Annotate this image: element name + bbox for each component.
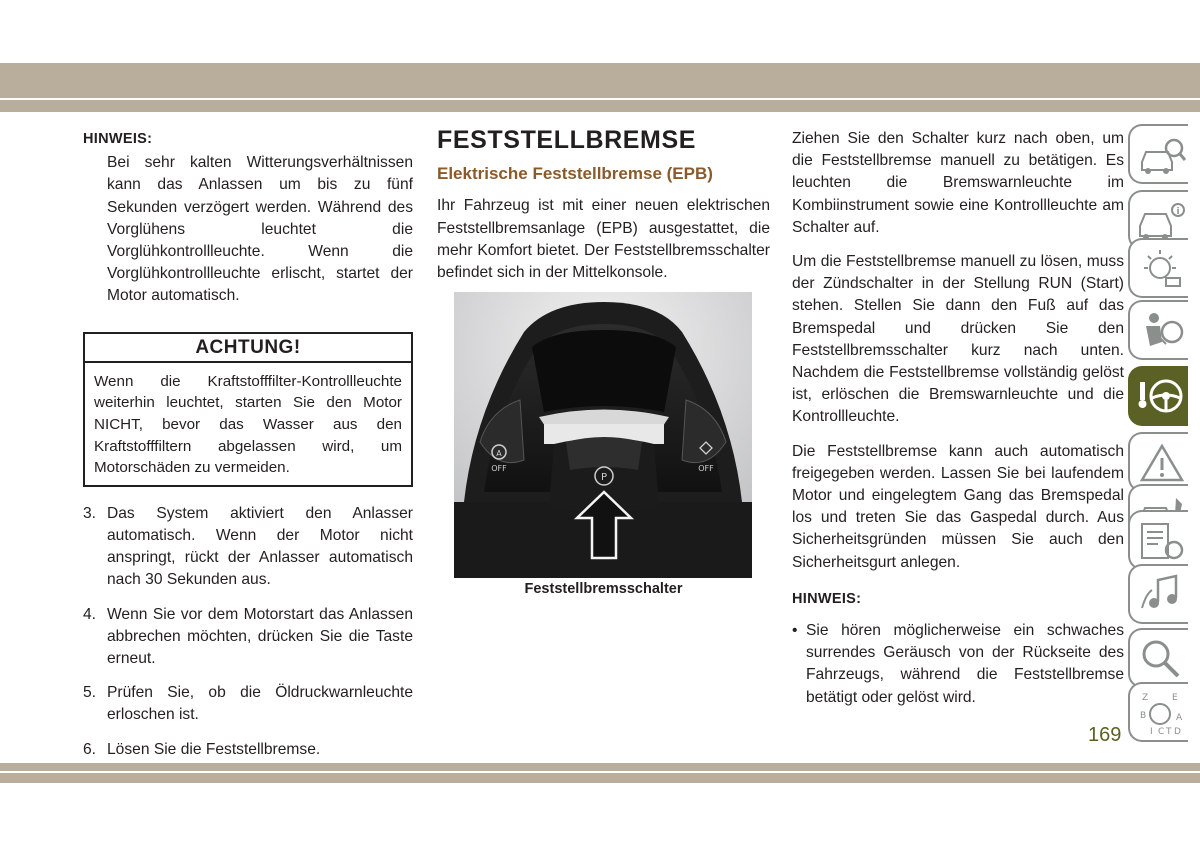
list-item [83,739,413,761]
tab-roadside-warning[interactable] [1128,432,1188,492]
svg-text:i: i [1176,207,1180,217]
list-item [83,682,413,726]
steps-list [83,503,413,761]
tab-airbag-safety[interactable] [1128,300,1188,360]
svg-text:A: A [1176,713,1183,723]
svg-text:A: A [496,449,502,459]
note-label: HINWEIS: [792,590,862,607]
section-heading: FESTSTELLBREMSE [437,126,697,154]
svg-text:B: B [1140,711,1147,721]
list-item-number: 3. [83,504,97,522]
bullet-text: Sie hören möglicherweise ein schwaches surrendes Geräusch von der Rückseite des Fahrzeugs, während die Feststellbremse betätigt oder gelöst wird. [806,622,1124,706]
note-bullet [792,620,1124,709]
tab-multimedia[interactable] [1128,564,1188,624]
paragraph-auto-release: Die Feststellbremse kann auch automatisch freigegeben werden. Lassen Sie bei laufendem Motor und eingelegtem Gang das Bremspedal los und treten Sie das Gaspedal durch. Aus Sicherheitsgründen müssen Sie auch den Sicherheitsgurt anlegen. [792,442,1124,571]
warning-text: Wenn die Kraftstofffilter-Kontrollleuchte weiterhin leuchtet, starten Sie den Motor NICHT, bevor das Wasser aus den Kraftstofffiltern abgelassen wird, um Motorschäden zu vermeiden. [94,372,402,477]
header-band-lower [0,100,1200,112]
column-left [83,128,413,773]
header-band [0,63,1200,98]
list-item-text: Wenn Sie vor dem Motorstart das Anlassen abbrechen möchten, drücken Sie die Taste erneut. [107,605,413,668]
section-subheading: Elektrische Feststellbremse (EPB) [437,164,713,184]
page-number: 169 [1088,724,1122,746]
svg-text:T: T [1166,727,1172,737]
warning-title: ACHTUNG! [85,334,411,363]
paragraph-apply: Ziehen Sie den Schalter kurz nach oben, um die Feststellbremse manuell zu betätigen. Es leuchten die Bremswarnleuchte im Kombiinstrument sowie eine Kontrollleuchte am Schalter auf. [792,130,1124,236]
note-label: HINWEIS: [83,131,153,147]
note-text: Bei sehr kalten Witterungsverhältnissen kann das Anlassen um bis zu fünf Sekunden verzögert werden. Während des Vorglühens leuchtet die Vorglühkontrollleuchte. Wenn die Vorglühkontrollleuchte erlischt, startet der Motor automatisch. [107,154,413,305]
footer-band [0,763,1200,771]
index-search-icon [1136,636,1186,684]
list-item [83,503,413,592]
tab-starting-operating[interactable] [1128,366,1188,426]
list-item-number: 6. [83,740,97,758]
svg-text:D: D [1174,727,1181,737]
airbag-safety-icon [1136,308,1186,356]
tab-specifications[interactable] [1128,510,1188,570]
column-middle [437,128,770,600]
language-index-icon [1136,690,1186,738]
svg-text:E: E [1172,693,1178,703]
column-right [792,128,1124,709]
warning-box [83,332,413,487]
bullet-dot: • [792,622,798,640]
roadside-warning-icon [1136,440,1186,488]
parking-brake-switch-image [454,292,752,578]
list-item-number: 5. [83,684,97,702]
list-item-text: Das System aktiviert den Anlasser automatisch. Wenn der Motor nicht anspringt, rückt der Anlasser automatisch nach 30 Sekunden aus. [107,504,413,589]
list-item [83,604,413,671]
svg-text:OFF: OFF [698,464,714,474]
steering-wheel-key-icon [1136,374,1186,422]
intro-text: Ihr Fahrzeug ist mit einer neuen elektrischen Feststellbremsanlage (EPB) ausgestattet, die mehr Komfort bietet. Der Feststellbremsschalter befindet sich in der Mittelkonsole. [437,197,770,282]
svg-text:I: I [1150,727,1153,737]
list-item-text: Prüfen Sie, ob die Öldruckwarnleuchte erloschen ist. [107,684,413,724]
list-item-text: Lösen Sie die Feststellbremse. [107,740,321,758]
tab-index-search[interactable] [1128,628,1188,688]
list-item-number: 4. [83,605,97,623]
parking-brake-figure [454,292,752,578]
paragraph-release: Um die Feststellbremse manuell zu lösen, muss der Zündschalter in der Stellung RUN (Start) stehen. Stellen Sie dann den Fuß auf das Bremspedal und drücken Sie den Feststellbremsschalter kurz nach unten. Nachdem die Feststellbremse vollständig gelöst ist, erlöschen die Bremswarnleuchte und die Kontrollleuchte. [792,253,1124,426]
svg-text:C: C [1158,727,1165,737]
car-search-icon [1136,132,1186,180]
svg-text:P: P [600,472,608,484]
svg-text:OFF: OFF [491,464,507,474]
tab-car-search[interactable] [1128,124,1188,184]
warning-lights-icon [1136,246,1186,294]
specifications-icon [1136,518,1186,566]
figure-caption: Feststellbremsschalter [524,581,683,598]
tab-language-index[interactable] [1128,682,1188,742]
multimedia-icon [1136,572,1186,620]
tab-warning-lights[interactable] [1128,238,1188,298]
svg-text:Z: Z [1142,693,1149,703]
footer-band-lower [0,773,1200,783]
